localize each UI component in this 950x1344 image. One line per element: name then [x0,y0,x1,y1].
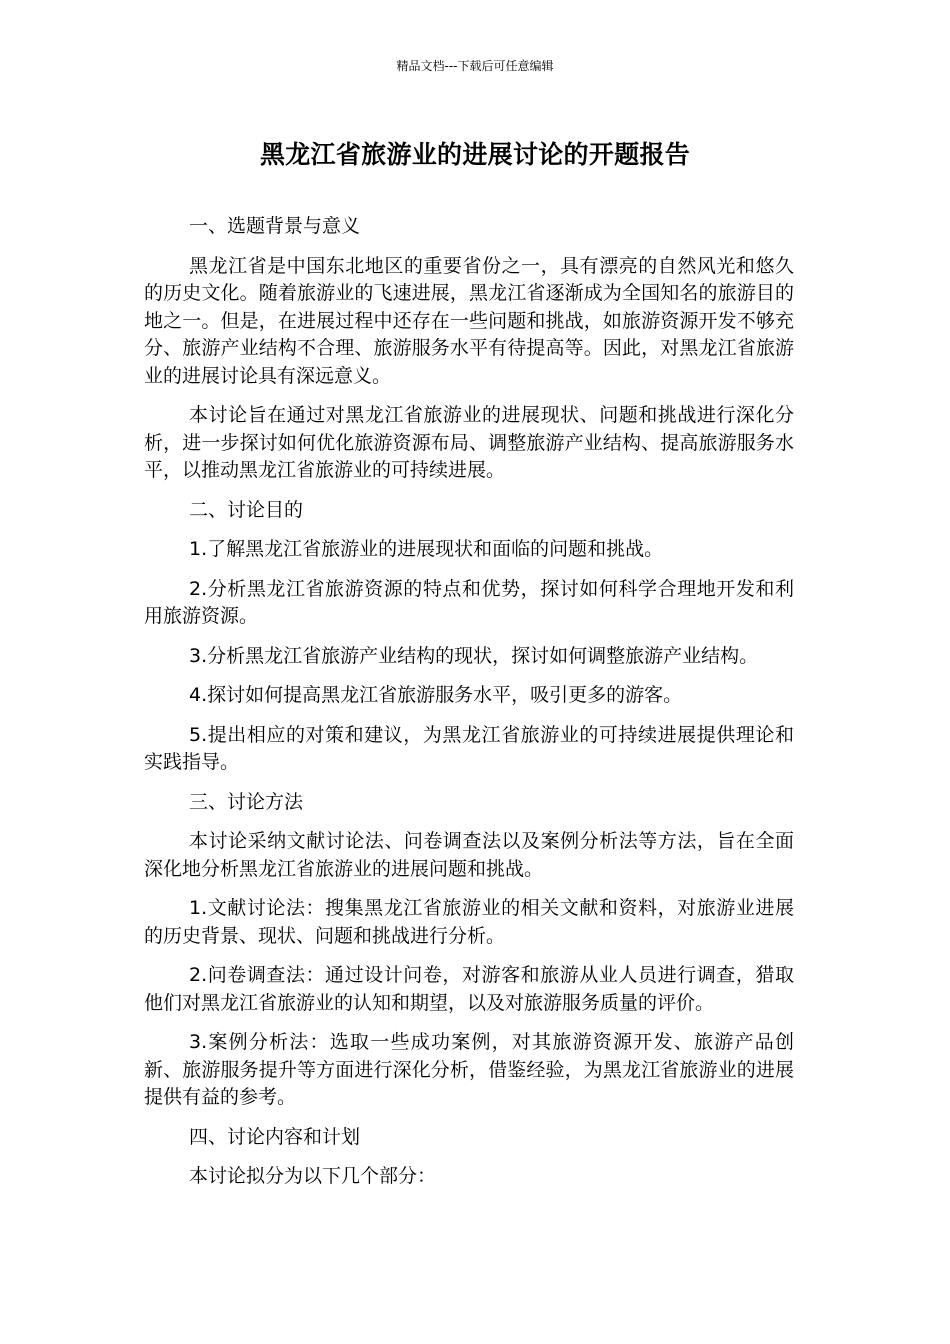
objective-item: 2.分析黑龙江省旅游资源的特点和优势，探讨如何科学合理地开发和利用旅游资源。 [144,577,794,627]
section-heading-content-plan: 四、讨论内容和计划 [189,1125,361,1148]
paragraph-purpose-summary: 本讨论旨在通过对黑龙江省旅游业的进展现状、问题和挑战进行深化分析，进一步探讨如何优化旅游资源布局、调整旅游产业结构、提高旅游服务水平，以推动黑龙江省旅游业的可持续进展。 [144,404,794,481]
method-item: 1.文献讨论法：搜集黑龙江省旅游业的相关文献和资料，对旅游业进展的历史背景、现状、问题和挑战进行分析。 [144,897,794,947]
objective-item: 4.探讨如何提高黑龙江省旅游服务水平，吸引更多的游客。 [189,684,683,706]
paragraph-plan-intro: 本讨论拟分为以下几个部分： [189,1165,437,1187]
page-header: 精品文档---下载后可任意编辑 [396,59,554,73]
document-title: 黑龙江省旅游业的进展讨论的开题报告 [259,140,691,169]
objective-item: 5.提出相应的对策和建议，为黑龙江省旅游业的可持续进展提供理论和实践指导。 [144,723,794,773]
method-item: 3.案例分析法：选取一些成功案例，对其旅游资源开发、旅游产品创新、旅游服务提升等方面进行深化分析，借鉴经验，为黑龙江省旅游业的进展提供有益的参考。 [144,1031,794,1108]
objective-item: 1.了解黑龙江省旅游业的进展现状和面临的问题和挑战。 [189,538,664,560]
method-item: 2.问卷调查法：通过设计问卷，对游客和旅游从业人员进行调查，猎取他们对黑龙江省旅游业的认知和期望，以及对旅游服务质量的评价。 [144,964,794,1014]
paragraph-background: 黑龙江省是中国东北地区的重要省份之一，具有漂亮的自然风光和悠久的历史文化。随着旅游业的飞速进展，黑龙江省逐渐成为全国知名的旅游目的地之一。但是，在进展过程中还存在一些问题和挑战，如旅游资源开发不够充分、旅游产业结构不合理、旅游服务水平有待提高等。因此，对黑龙江省旅游业的进展讨论具有深远意义。 [144,254,794,387]
section-heading-background: 一、选题背景与意义 [189,215,361,237]
document-body [144,213,794,1203]
objective-item: 3.分析黑龙江省旅游产业结构的现状，探讨如何调整旅游产业结构。 [189,644,759,667]
paragraph-methods-intro: 本讨论采纳文献讨论法、问卷调查法以及案例分析法等方法，旨在全面深化地分析黑龙江省旅游业的进展问题和挑战。 [144,830,794,880]
section-heading-objectives: 二、讨论目的 [189,498,304,521]
section-heading-methods: 三、讨论方法 [189,790,304,813]
